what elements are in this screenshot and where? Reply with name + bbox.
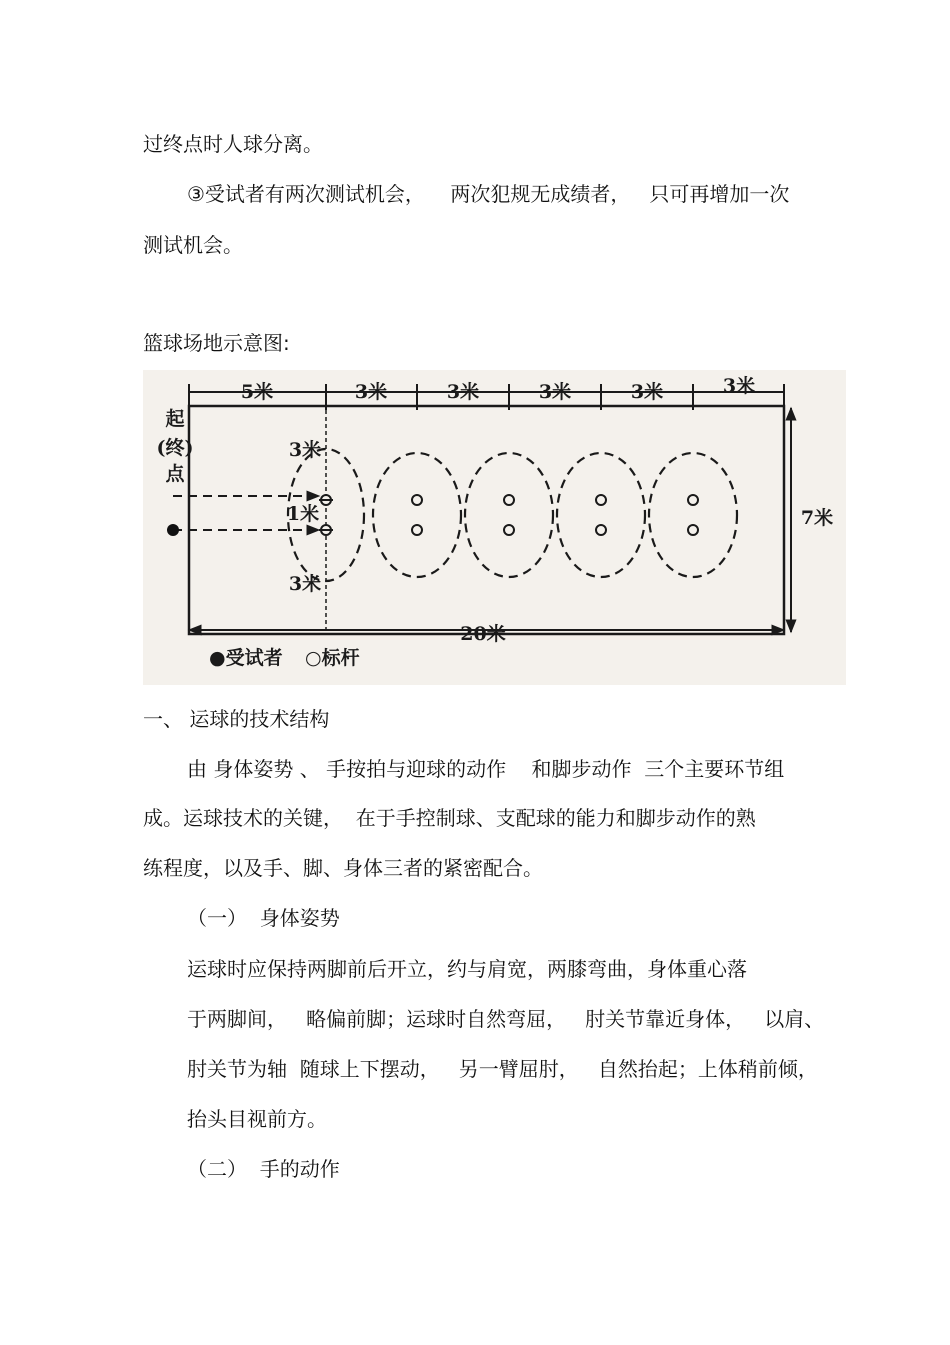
start-label-1: 起 (165, 408, 185, 430)
sub1-line-3: 肘关节为轴 随球上下摆动， 另一臂屈肘， 自然抬起；上体稍前倾， (187, 1057, 818, 1081)
sub1-line-1: 运球时应保持两脚前后开立，约与肩宽，两膝弯曲，身体重心落 (187, 957, 747, 981)
section-title: 一、 运球的技术结构 (143, 707, 330, 731)
para-line-1: 由 身体姿势 、 手按拍与迎球的动作 和脚步动作 三个主要环节组 (187, 757, 785, 781)
para-line-3: 练程度，以及手、脚、身体三者的紧密配合。 (143, 856, 543, 880)
dim-top-3: 3米 (446, 381, 480, 403)
legend-pole: ○标杆 (305, 647, 360, 669)
legend-subject: ●受试者 (209, 647, 283, 669)
dim-right: 7米 (800, 507, 834, 529)
dim-bottom: 20米 (460, 623, 506, 645)
subsection-2-title: （二） 手的动作 (187, 1157, 340, 1181)
poles (321, 495, 698, 535)
figure-caption: 篮球场地示意图: (143, 331, 290, 355)
subsection-1-title: （一） 身体姿势 (187, 906, 340, 930)
sub1-line-4: 抬头目视前方。 (187, 1107, 327, 1131)
dim-top-4: 3米 (538, 381, 572, 403)
para-line-2: 成。运球技术的关键， 在于手控制球、支配球的能力和脚步动作的熟 (143, 806, 756, 830)
court-diagram-svg (143, 370, 846, 685)
text-line-1: 过终点时人球分离。 (143, 132, 323, 156)
sub1-line-2: 于两脚间， 略偏前脚；运球时自然弯屈， 肘关节靠近身体， 以肩、 (187, 1007, 825, 1031)
dim-top-1: 5米 (240, 381, 274, 403)
text-line-2: ③受试者有两次测试机会， 两次犯规无成绩者， 只可再增加一次 (187, 182, 790, 206)
basketball-court-diagram (143, 370, 846, 685)
start-label-2: (终) (156, 437, 194, 459)
subject-marker (167, 524, 179, 536)
court-rect (189, 406, 784, 634)
dribble-path (288, 449, 737, 581)
dim-top-2: 3米 (354, 381, 388, 403)
dim-top-5: 3米 (630, 381, 664, 403)
dim-top-6: 3米 (722, 375, 756, 397)
start-label-3: 点 (165, 463, 185, 485)
text-line-3: 测试机会。 (143, 233, 243, 257)
dim-left-3: 3米 (288, 573, 322, 595)
dim-left-2: 1米 (286, 503, 320, 525)
dim-left-1: 3米 (288, 439, 322, 461)
